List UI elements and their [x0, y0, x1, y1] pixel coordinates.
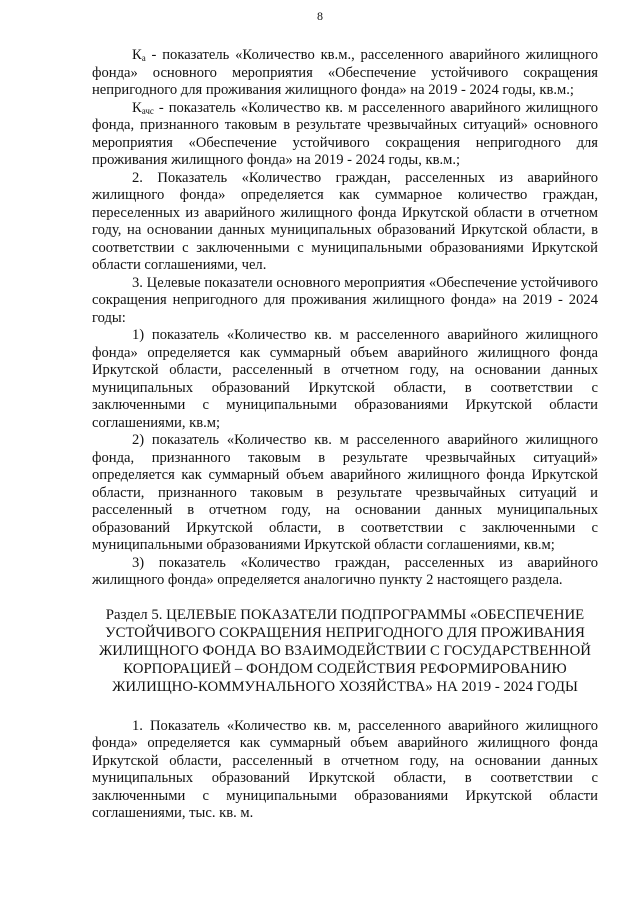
paragraph-subitem-3: 3) показатель «Количество граждан, расселенных из аварийного жилищного фонда» определяется аналогично пункту 2 настоящего раздела.: [92, 554, 598, 588]
symbol-subscript: а: [141, 53, 146, 63]
paragraph-subitem-2: 2) показатель «Количество кв. м расселенного аварийного жилищного фонда, признанного таковым в результате чрезвычайных ситуаций» определяется как суммарный объем аварийного жилищного фонда Иркутской области, признанного таковым в результате чрезвычайных ситуаций и расселенный в отчетном году, на основании данных муниципальных образований Иркутской области, в соответствии с заключенными с муниципальными образованиями Иркутской области соглашениями, кв.м;: [92, 432, 598, 553]
paragraph-item-2: 2. Показатель «Количество граждан, расселенных из аварийного жилищного фонда» определяется как суммарное количество граждан, переселенных из аварийного жилищного фонда Иркутской области в отчетном году, на основании данных муниципальных образований Иркутской области, в соответствии с заключенными с муниципальными образованиями Иркутской области соглашениями, чел.: [92, 169, 598, 273]
paragraph-text: - показатель «Количество кв. м расселенного аварийного жилищного фонда, признанного таковым в результате чрезвычайных ситуаций» основного мероприятия «Обеспечение устойчивого сокращения непригодного для проживания жилищного фонда» на 2019 - 2024 годы, кв.м.;: [92, 99, 598, 168]
spacer: [92, 696, 598, 718]
paragraph-ka: [92, 47, 598, 100]
paragraph-subitem-1: 1) показатель «Количество кв. м расселенного аварийного жилищного фонда» определяется как суммарный объем аварийного жилищного фонда Иркутской области, расселенный в отчетном году, на основании данных муниципальных образований Иркутской области, в соответствии с заключенными с муниципальными образованиями Иркутской области соглашениями, кв.м;: [92, 327, 598, 431]
symbol-subscript: ачс: [141, 105, 154, 116]
paragraph-item-3: 3. Целевые показатели основного мероприятия «Обеспечение устойчивого сокращения непригодного для проживания жилищного фонда» на 2019 - 2024 годы:: [92, 274, 598, 326]
paragraph-section5-item-1: 1. Показатель «Количество кв. м, расселенного аварийного жилищного фонда» определяется как суммарный объем аварийного жилищного фонда Иркутской области, расселенный в отчетном году, на основании данных муниципальных образований Иркутской области, в соответствии с заключенными с муниципальными образованиями Иркутской области соглашениями, тыс. кв. м.: [92, 717, 598, 821]
paragraph-text: - показатель «Количество кв.м., расселенного аварийного жилищного фонда» основного мероприятия «Обеспечение устойчивого сокращения непригодного для проживания жилищного фонда» на 2019 - 2024 годы, кв.м.;: [92, 47, 598, 98]
document-body: [92, 47, 598, 823]
paragraph-kachs: [92, 100, 598, 170]
symbol-k: К: [132, 47, 142, 63]
section-heading: Раздел 5. ЦЕЛЕВЫЕ ПОКАЗАТЕЛИ ПОДПРОГРАММЫ «ОБЕСПЕЧЕНИЕ УСТОЙЧИВОГО СОКРАЩЕНИЯ НЕПРИГОДНОГО ДЛЯ ПРОЖИВАНИЯ ЖИЛИЩНОГО ФОНДА ВО ВЗАИМОДЕЙСТВИИ С ГОСУДАРСТВЕННОЙ КОРПОРАЦИЕЙ – ФОНДОМ СОДЕЙСТВИЯ РЕФОРМИРОВАНИЮ ЖИЛИЩНО-КОММУНАЛЬНОГО ХОЗЯЙСТВА» НА 2019 - 2024 ГОДЫ: [99, 606, 591, 695]
spacer: [92, 590, 598, 606]
page-number: 8: [317, 9, 323, 23]
symbol-k: К: [132, 99, 142, 116]
